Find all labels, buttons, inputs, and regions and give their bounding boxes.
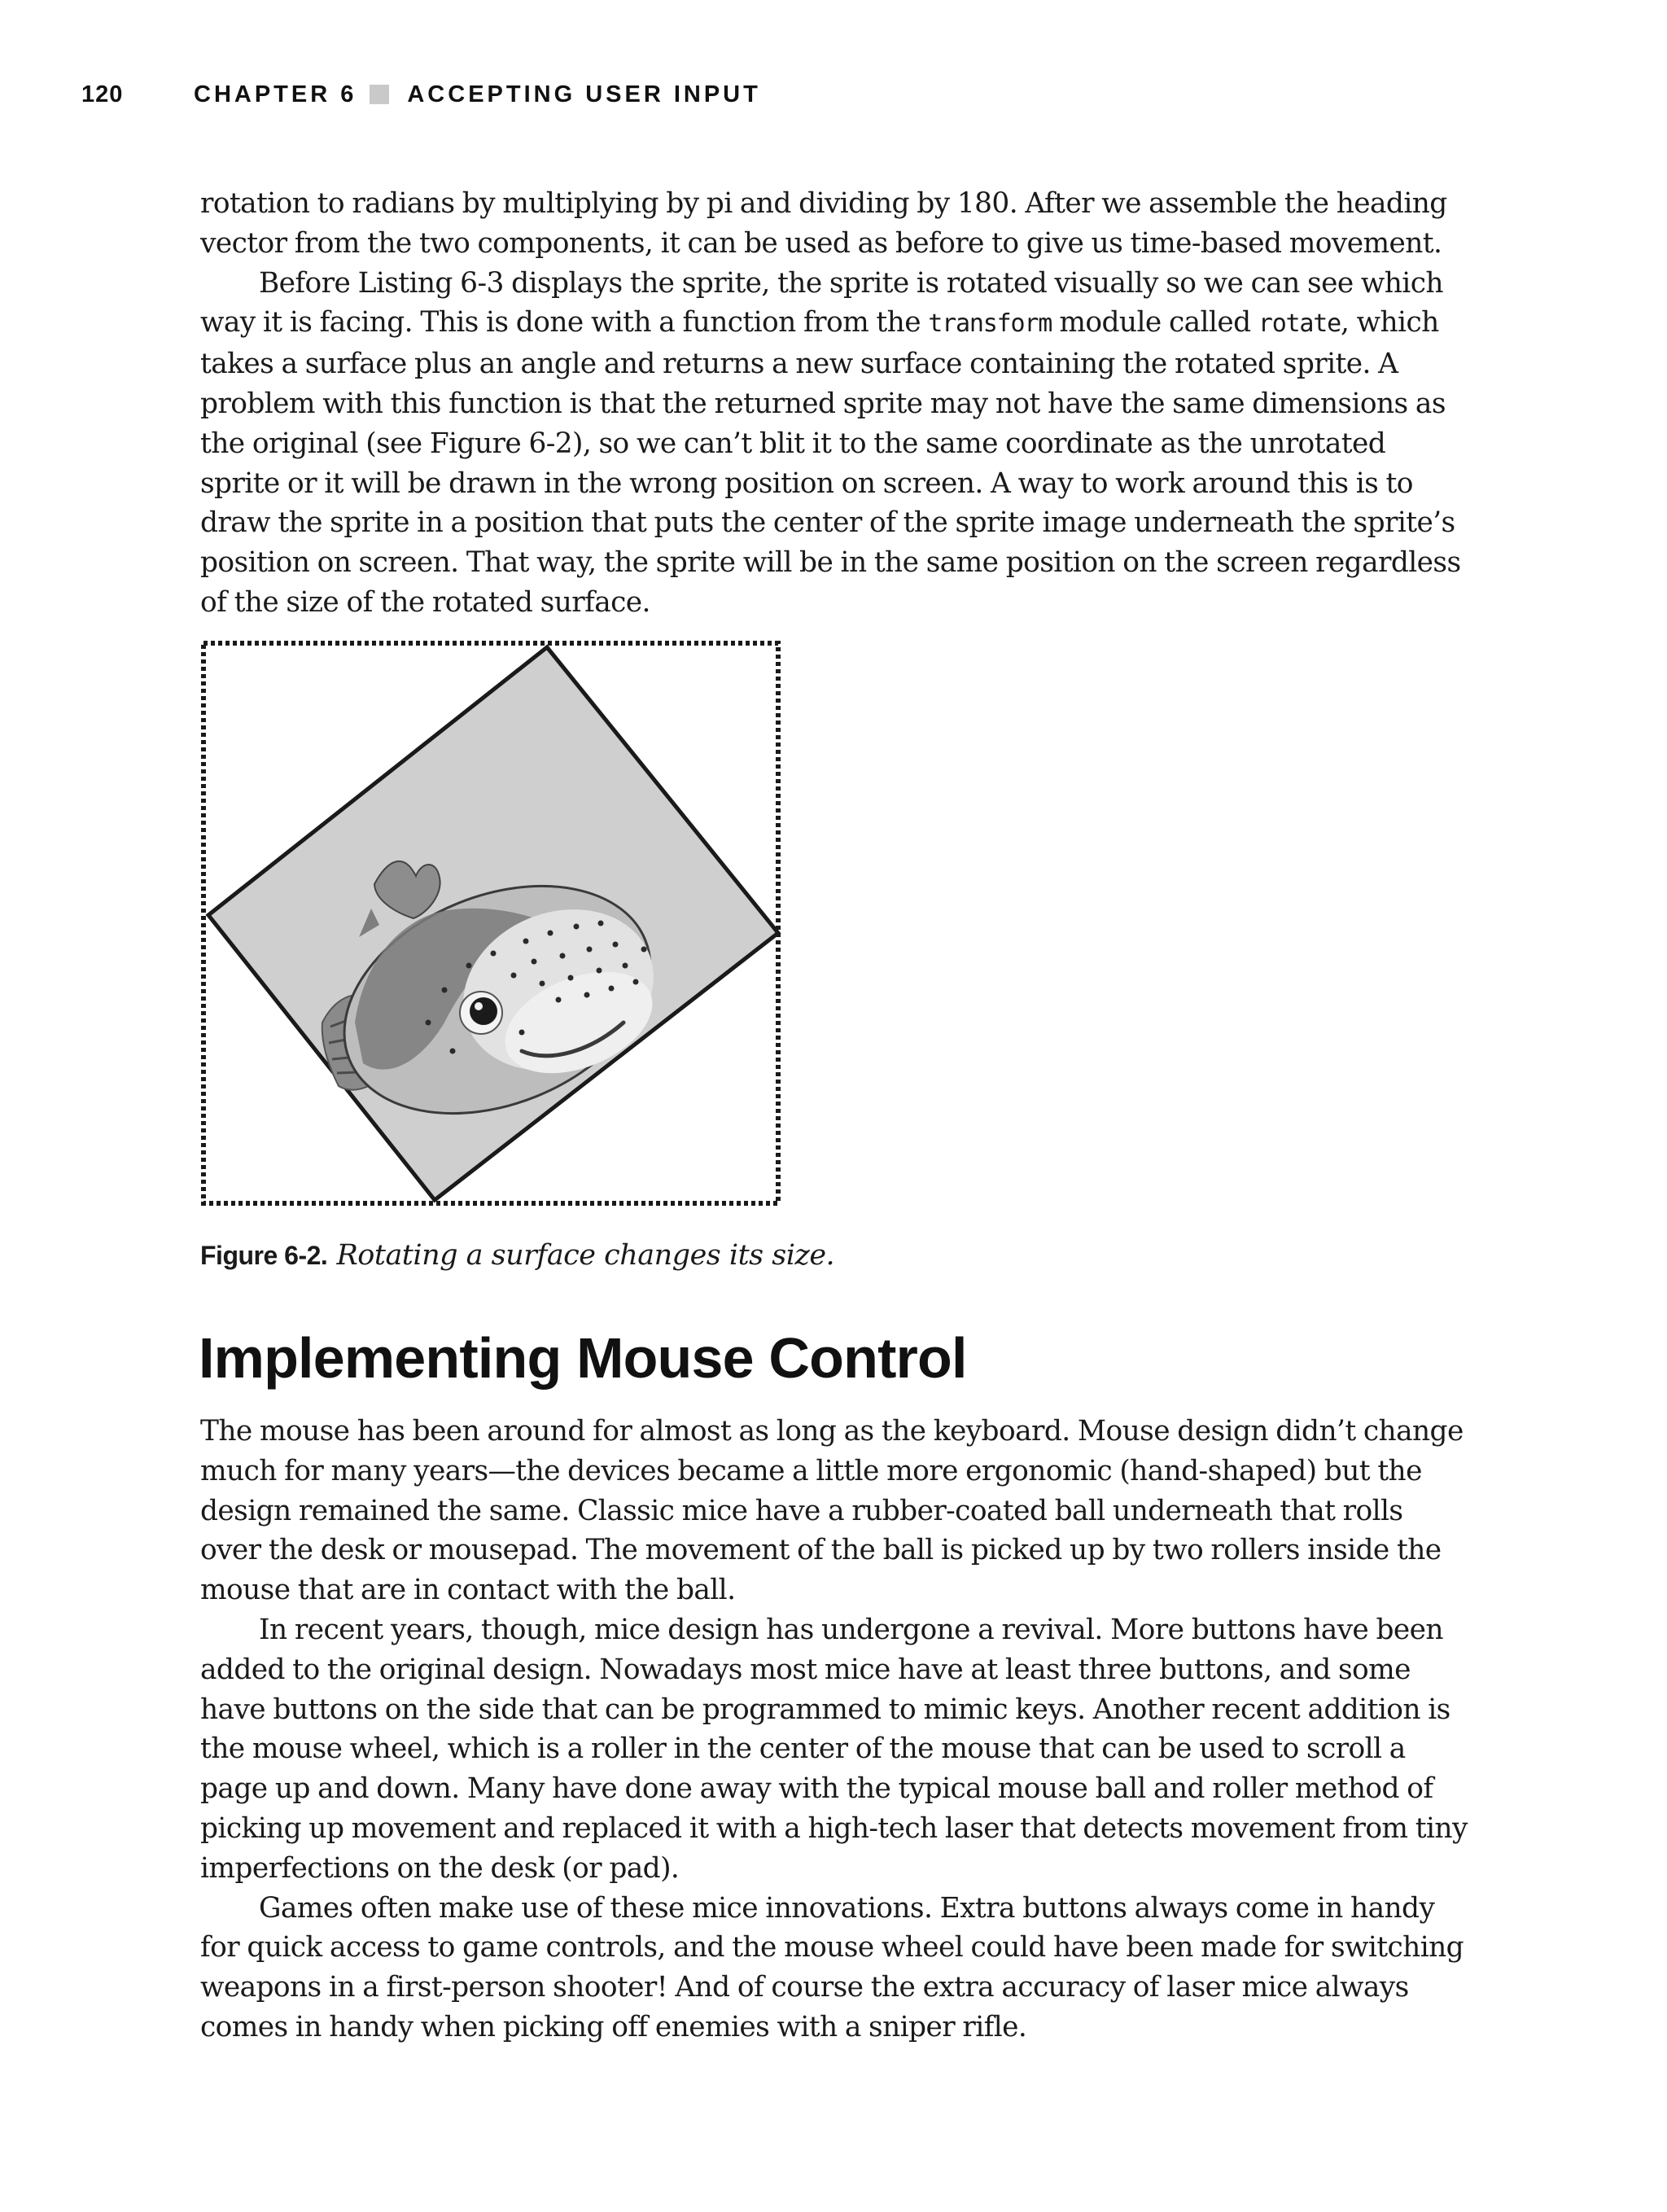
paragraph: rotation to radians by multiplying by pi and dividing by 180. After we assemble the heading vector from the two components, it can be used as before to give us time-based movement. xyxy=(200,187,1447,260)
paragraph: Before Listing 6-3 displays the sprite, the sprite is rotated visually so we can see which way it is facing. This is done with a function from the transform module called rotate, which takes a surface plus an angle and returns a new surface containing the rotated sprite. A problem with this function is that the returned sprite may not have the same dimensions as the original (see Figure 6-2), so we can’t blit it to the same coordinate as the unrotated sprite or it will be drawn in the wrong position on screen. A way to work around this is to draw the sprite in a position that puts the center of the sprite image underneath the sprite’s position on screen. That way, the sprite will be in the same position on the screen regardless of the size of the rotated surface. xyxy=(200,266,1461,619)
inline-code: transform xyxy=(928,309,1052,339)
figure-caption-text: Rotating a surface changes its size. xyxy=(336,1239,835,1272)
chapter-title: ACCEPTING USER INPUT xyxy=(407,81,761,107)
paragraph: In recent years, though, mice design has undergone a revival. More buttons have been added to the original design. Nowadays most mice have at least three buttons, and some have buttons on the side that can be programmed to mimic keys. Another recent addition is the mouse wheel, which is a roller in the center of the mouse that can be used to scroll a page up and down. Many have done away with the typical mouse ball and roller method of picking up movement and replaced it with a high-tech laser that detects movement from tiny imperfections on the desk (or pad). xyxy=(200,1613,1468,1885)
rotated-surface-illustration xyxy=(200,640,781,1207)
section-text-block xyxy=(200,1412,1470,2048)
chapter-label: CHAPTER 6 xyxy=(194,81,357,107)
running-header xyxy=(81,78,761,111)
section-heading: Implementing Mouse Control xyxy=(199,1326,967,1390)
top-text-block xyxy=(200,184,1470,623)
paragraph: Games often make use of these mice innovations. Extra buttons always come in handy for quick access to game controls, and the mouse wheel could have been made for switching weapons in a first-person shooter! And of course the extra accuracy of laser mice always comes in handy when picking off enemies with a sniper rifle. xyxy=(200,1891,1464,2043)
inline-code: rotate xyxy=(1258,309,1341,339)
chapter-separator-square xyxy=(370,85,389,104)
page-number: 120 xyxy=(81,81,124,107)
figure-rotated-surface xyxy=(200,640,781,1207)
paragraph: The mouse has been around for almost as long as the keyboard. Mouse design didn’t change much for many years—the devices became a little more ergonomic (hand-shaped) but the design remained the same. Classic mice have a rubber-coated ball underneath that rolls over the desk or mousepad. The movement of the ball is picked up by two rollers inside the mouse that are in contact with the ball. xyxy=(200,1415,1464,1607)
figure-label: Figure 6-2. xyxy=(200,1241,328,1270)
figure-caption xyxy=(200,1237,834,1273)
